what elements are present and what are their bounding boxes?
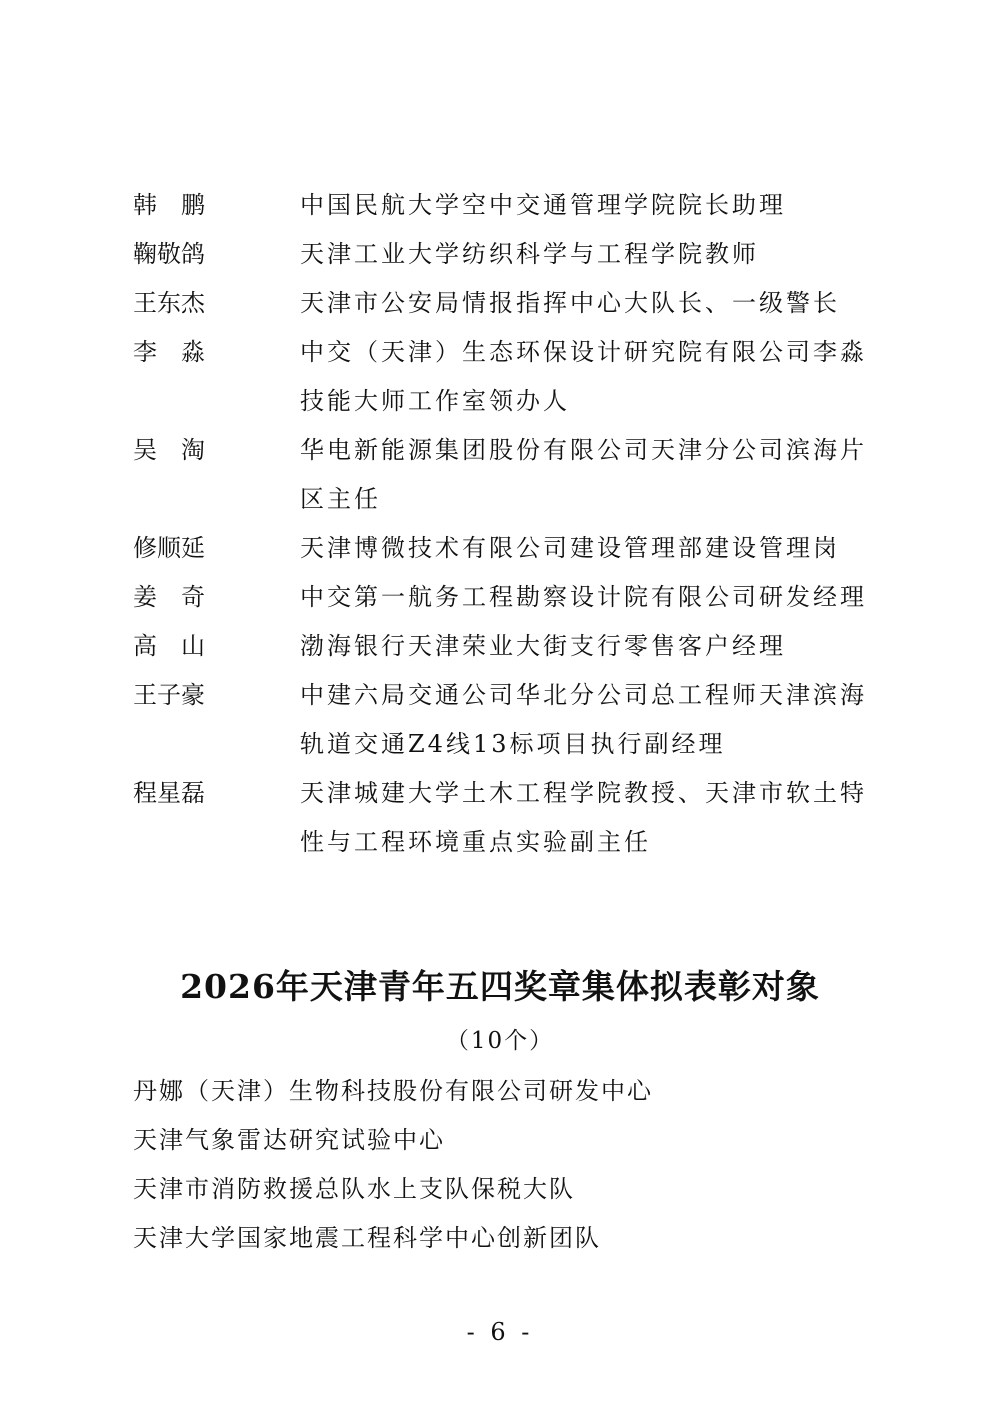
- honoree-entry: [133, 279, 873, 328]
- honoree-description: [300, 622, 873, 671]
- description-line: 华电新能源集团股份有限公司天津分公司滨海片: [300, 436, 867, 464]
- description-line: 性与工程环境重点实验副主任: [300, 828, 651, 856]
- honoree-entry: [133, 426, 873, 524]
- description-line: 天津市公安局情报指挥中心大队长、一级警长: [300, 289, 840, 317]
- page-number: - 6 -: [466, 1318, 534, 1346]
- honoree-entry: [133, 181, 873, 230]
- description-line: 中交第一航务工程勘察设计院有限公司研发经理: [300, 583, 867, 611]
- honoree-name: 李 淼: [133, 338, 205, 366]
- honoree-description: [300, 573, 873, 622]
- section-title: 2026年天津青年五四奖章集体拟表彰对象: [180, 967, 820, 1006]
- honoree-entry: [133, 573, 873, 622]
- collective-item: 丹娜（天津）生物科技股份有限公司研发中心: [133, 1077, 653, 1105]
- honoree-name: 程星磊: [133, 779, 205, 807]
- honoree-entry: [133, 230, 873, 279]
- description-line: 中国民航大学空中交通管理学院院长助理: [300, 191, 786, 219]
- honoree-name: 王子豪: [133, 681, 205, 709]
- honoree-entry: [133, 671, 873, 769]
- description-line: 中交（天津）生态环保设计研究院有限公司李淼: [300, 338, 867, 366]
- honoree-name: 修顺延: [133, 534, 205, 562]
- honoree-description: [300, 328, 873, 426]
- collective-item: 天津大学国家地震工程科学中心创新团队: [133, 1224, 601, 1252]
- honoree-description: [300, 769, 873, 867]
- section-count: （10个）: [445, 1028, 555, 1054]
- honoree-entry: [133, 622, 873, 671]
- description-line: 中建六局交通公司华北分公司总工程师天津滨海: [300, 681, 867, 709]
- collective-item: 天津市消防救援总队水上支队保税大队: [133, 1175, 575, 1203]
- honoree-description: [300, 230, 873, 279]
- description-line: 技能大师工作室领办人: [300, 387, 570, 415]
- honoree-entry: [133, 769, 873, 867]
- honoree-entry: [133, 524, 873, 573]
- honoree-entry: [133, 328, 873, 426]
- honoree-description: [300, 671, 873, 769]
- collective-item: 天津气象雷达研究试验中心: [133, 1126, 445, 1154]
- description-line: 渤海银行天津荣业大街支行零售客户经理: [300, 632, 786, 660]
- collective-list: [133, 1067, 893, 1263]
- description-line: 天津工业大学纺织科学与工程学院教师: [300, 240, 759, 268]
- honoree-list: [133, 181, 873, 867]
- honoree-name: 鞠敬鸽: [133, 240, 205, 268]
- honoree-name: 王东杰: [133, 289, 205, 317]
- honoree-description: [300, 524, 873, 573]
- honoree-description: [300, 426, 873, 524]
- description-line: 区主任: [300, 485, 381, 513]
- honoree-name: 韩 鹏: [133, 191, 205, 219]
- honoree-name: 吴 淘: [133, 436, 205, 464]
- description-line: 天津博微技术有限公司建设管理部建设管理岗: [300, 534, 840, 562]
- description-line: 轨道交通Z4线13标项目执行副经理: [300, 730, 726, 758]
- description-line: 天津城建大学土木工程学院教授、天津市软土特: [300, 779, 867, 807]
- honoree-name: 姜 奇: [133, 583, 205, 611]
- honoree-description: [300, 181, 873, 230]
- honoree-description: [300, 279, 873, 328]
- honoree-name: 高 山: [133, 632, 205, 660]
